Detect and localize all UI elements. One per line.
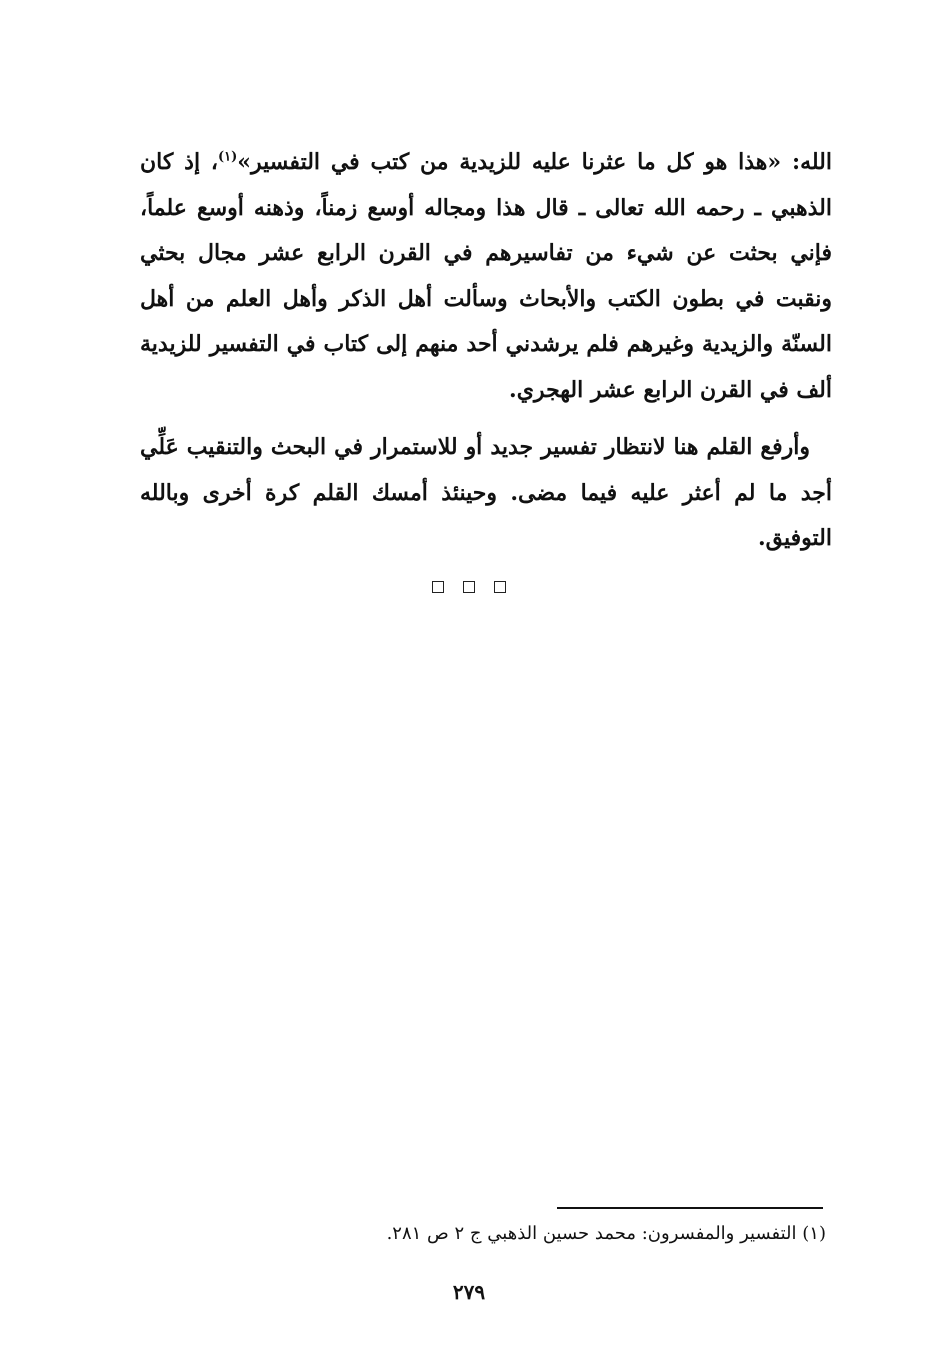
square-ornament-icon (432, 581, 444, 593)
section-separator (0, 581, 938, 593)
main-text (140, 140, 832, 562)
footnote-divider (557, 1207, 823, 1209)
paragraph-2: وأرفع القلم هنا لانتظار تفسير جديد أو للاستمرار في البحث والتنقيب عَلِّي أجد ما لم أعثر عليه فيما مضى. وحينئذ أمسك القلم كرة أخرى وبالله التوفيق. (140, 434, 832, 551)
square-ornament-icon (463, 581, 475, 593)
paragraph-1 (140, 140, 832, 413)
square-ornament-icon (494, 581, 506, 593)
paragraph-1-text-b: ، إذ كان الذهبي ـ رحمه الله تعالى ـ قال هذا ومجاله أوسع زمناً، وذهنه أوسع علماً، فإني بحثت عن شيء من تفاسيرهم في القرن الرابع عشر مجال بحثي ونقبت في بطون الكتب والأبحاث وسألت أهل الذكر وأهل العلم من أهل السنّة والزيدية وغيرهم فلم يرشدني أحد منهم إلى كتاب في التفسير للزيدية ألف في القرن الرابع عشر الهجري. (140, 149, 832, 403)
footnote-reference: (١) (217, 149, 238, 165)
paragraph-1-text-a: الله: «هذا هو كل ما عثرنا عليه للزيدية من كتب في التفسير» (237, 149, 832, 175)
page-number: ٢٧٩ (452, 1280, 486, 1304)
footnote: (١) التفسير والمفسرون: محمد حسين الذهبي ج ٢ ص ٢٨١. (386, 1223, 826, 1244)
